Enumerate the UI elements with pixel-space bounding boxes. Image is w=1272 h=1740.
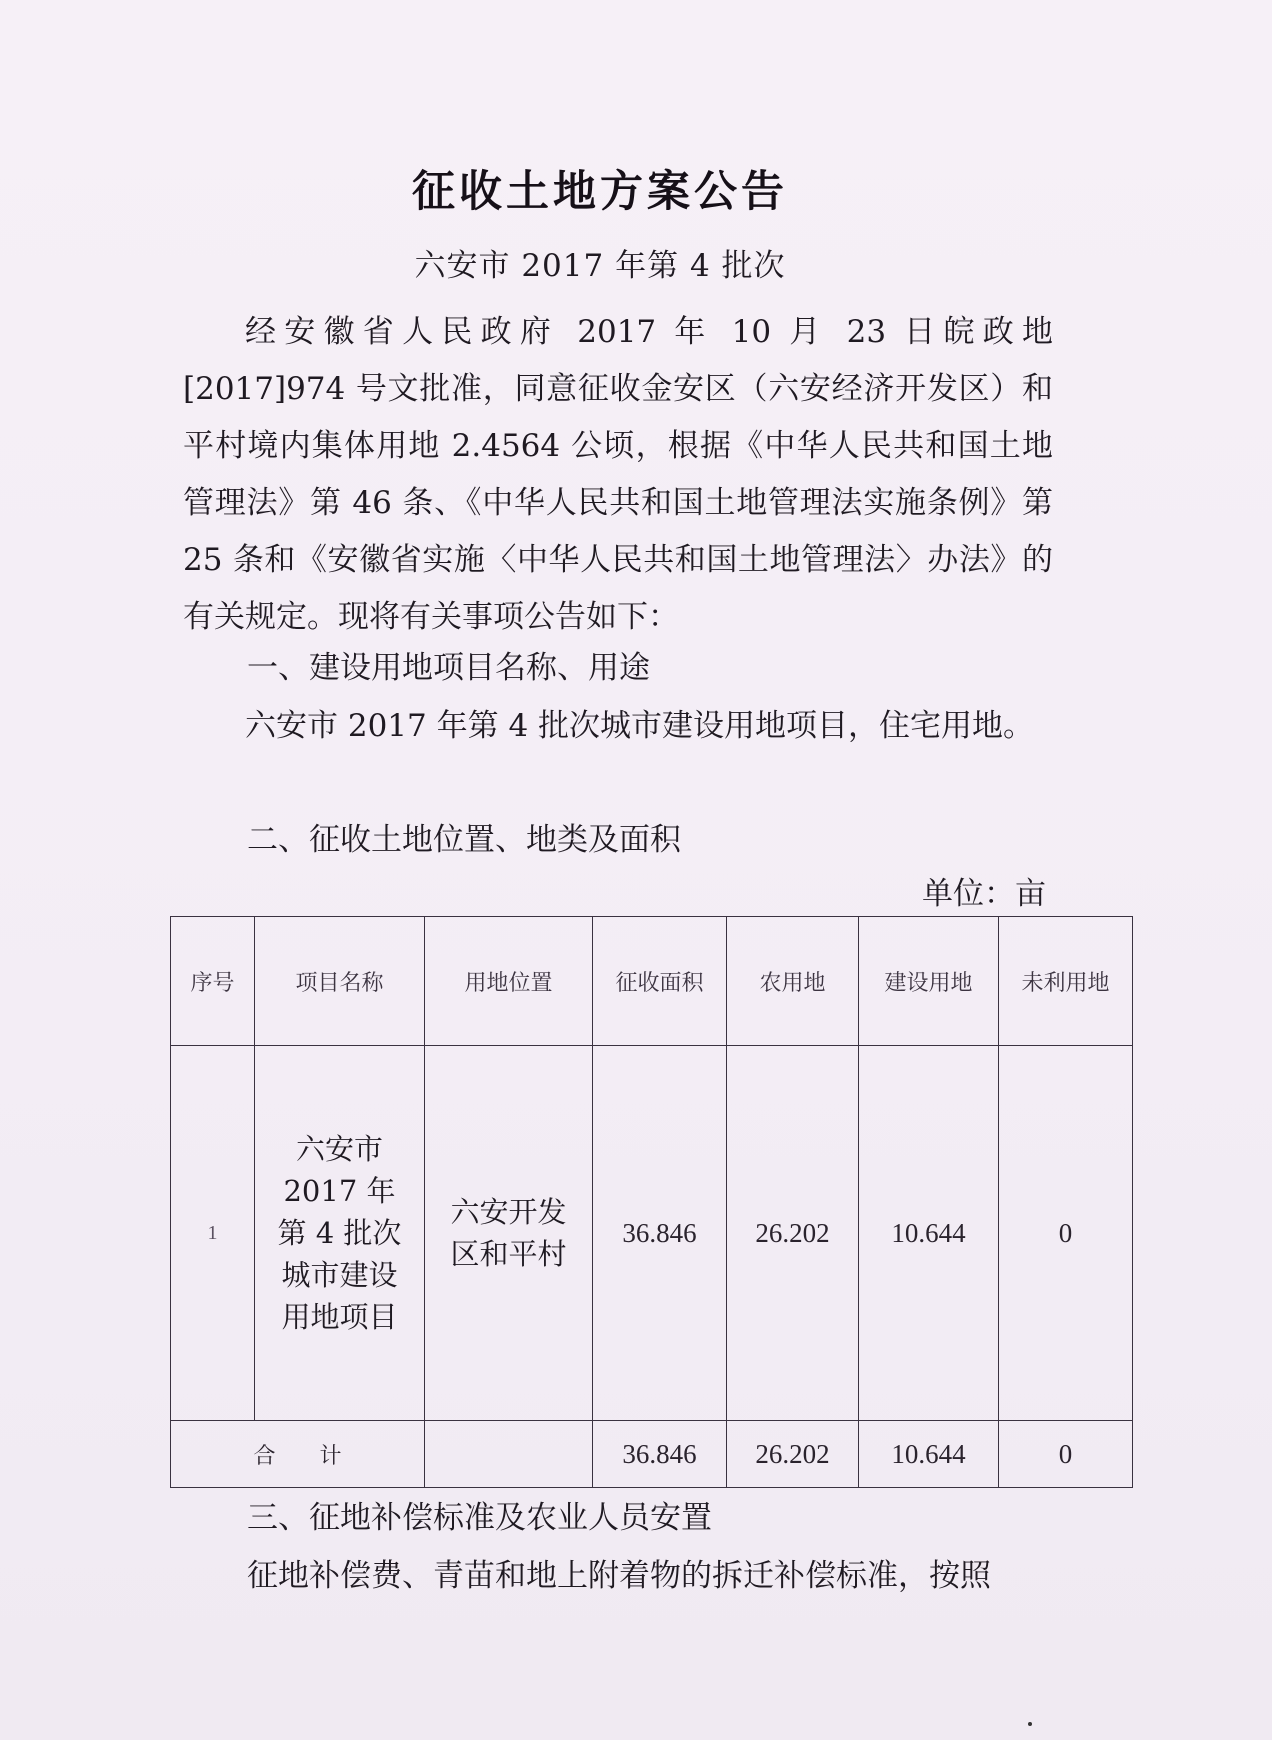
land-table	[170, 916, 1133, 1488]
construction-cell: 10.644	[859, 1046, 999, 1421]
total-farmland-cell: 26.202	[727, 1421, 859, 1488]
total-location-cell	[425, 1421, 593, 1488]
header-cell: 未利用地	[999, 917, 1133, 1046]
header-cell: 项目名称	[255, 917, 425, 1046]
compensation-paragraph: 征地补偿费、青苗和地上附着物的拆迁补偿标准，按照	[247, 1558, 991, 1594]
section-heading-3: 三、征地补偿标准及农业人员安置	[247, 1500, 712, 1536]
scan-speck	[1028, 1722, 1032, 1726]
unused-cell: 0	[999, 1046, 1133, 1421]
header-cell: 序号	[171, 917, 255, 1046]
table-row	[171, 1046, 1133, 1421]
seq-cell: 1	[171, 1046, 255, 1421]
table-header-row	[171, 917, 1133, 1046]
total-area-cell: 36.846	[593, 1421, 727, 1488]
location-cell: 六安开发区和平村	[425, 1046, 593, 1421]
unit-label: 单位：亩	[922, 876, 1046, 912]
section-heading-2: 二、征收土地位置、地类及面积	[247, 822, 681, 858]
header-cell: 建设用地	[859, 917, 999, 1046]
total-unused-cell: 0	[999, 1421, 1133, 1488]
header-cell: 农用地	[727, 917, 859, 1046]
document-subtitle: 六安市 2017 年第 4 批次	[414, 248, 786, 284]
section-heading-1: 一、建设用地项目名称、用途	[247, 650, 650, 686]
project-name-cell: 六安市 2017 年第 4 批次城市建设用地项目	[255, 1046, 425, 1421]
total-label-cell: 合 计	[171, 1421, 425, 1488]
header-cell: 征收面积	[593, 917, 727, 1046]
table-total-row	[171, 1421, 1133, 1488]
header-cell: 用地位置	[425, 917, 593, 1046]
document-title: 征收土地方案公告	[412, 167, 788, 217]
total-construction-cell: 10.644	[859, 1421, 999, 1488]
farmland-cell: 26.202	[727, 1046, 859, 1421]
intro-paragraph: 经安徽省人民政府 2017 年 10 月 23 日皖政地[2017]974 号文批准，同意征收金安区（六安经济开发区）和平村境内集体用地 2.4564 公顷，根据《中华人民共和国土地管理法》第 46 条、《中华人民共和国土地管理法实施条例》第 25 条和《安徽省实施〈中华人民共和国土地管理法〉办法》的有关规定。现将有关事项公告如下：	[183, 314, 1053, 635]
project-paragraph: 六安市 2017 年第 4 批次城市建设用地项目，住宅用地。	[245, 708, 1035, 744]
area-cell: 36.846	[593, 1046, 727, 1421]
